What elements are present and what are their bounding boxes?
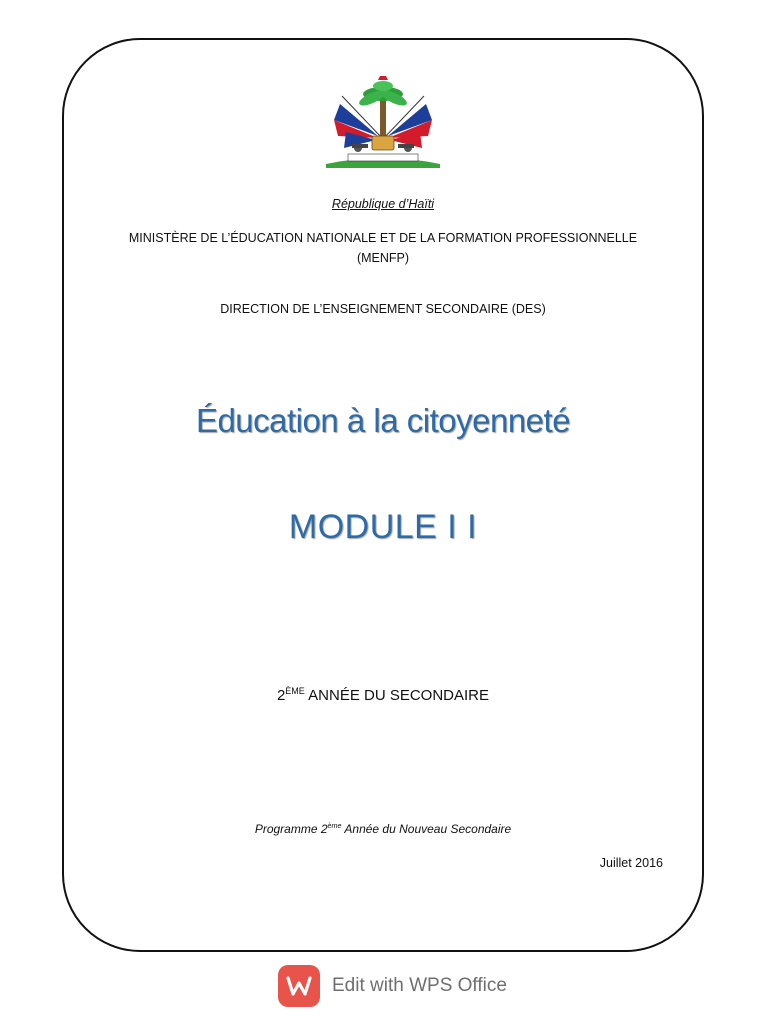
rounded-border-frame (62, 38, 704, 952)
wps-logo-icon (278, 965, 320, 1007)
republic-heading: République d’Haïti (331, 197, 435, 211)
wps-edit-label[interactable]: Edit with WPS Office (332, 975, 507, 996)
haiti-coat-of-arms-icon (318, 76, 448, 172)
module-title: MODULE I I (288, 508, 478, 546)
year-text: ANNÉE DU SECONDAIRE (304, 687, 490, 704)
year-superscript: ÈME (285, 686, 305, 696)
ministry-acronym: (MENFP) (356, 251, 410, 265)
ministry-heading (62, 228, 704, 268)
year-number: 2 (276, 687, 286, 704)
school-year-label (62, 687, 704, 704)
document-title: Éducation à la citoyenneté (195, 402, 571, 439)
program-rest: Année du Nouveau Secondaire (341, 822, 512, 836)
program-label (62, 822, 704, 836)
direction-heading: DIRECTION DE L’ENSEIGNEMENT SECONDAIRE (DES) (220, 302, 546, 316)
document-date: Juillet 2016 (599, 856, 663, 870)
wps-edit-banner[interactable] (278, 964, 507, 1008)
program-start: Programme 2 (254, 822, 328, 836)
ministry-name: MINISTÈRE DE L’ÉDUCATION NATIONALE ET DE LA FORMATION PROFESSIONNELLE (128, 231, 638, 245)
program-superscript: ème (327, 821, 342, 830)
